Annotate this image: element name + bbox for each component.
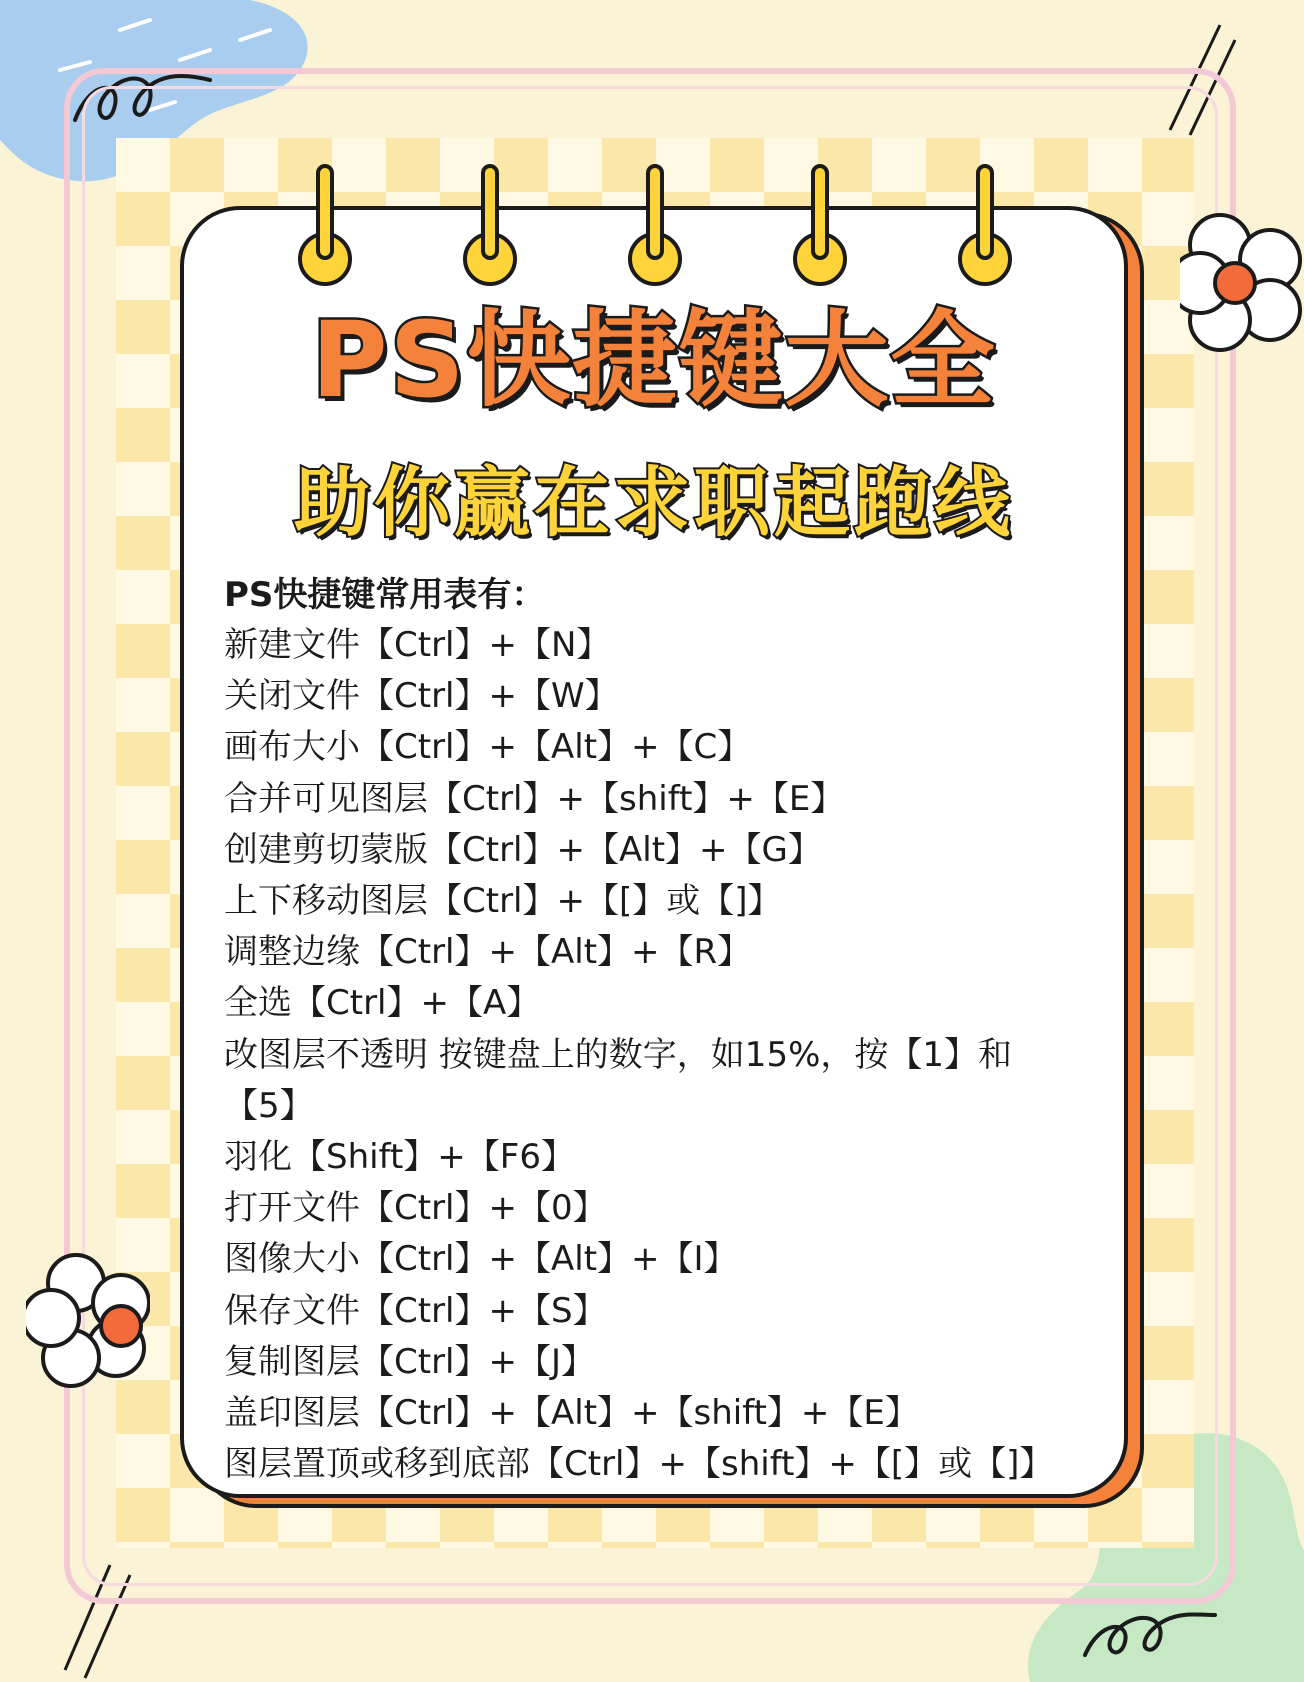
list-item: 新建文件【Ctrl】+【N】 xyxy=(224,625,611,665)
list-heading: PS快捷键常用表有： xyxy=(224,575,546,615)
list-item: 创建剪切蒙版【Ctrl】+【Alt】+【G】 xyxy=(224,829,822,870)
list-item: 全选【Ctrl】+【A】 xyxy=(224,983,541,1024)
list-item: 羽化【Shift】+【F6】 xyxy=(224,1137,575,1178)
list-item: 调整边缘【Ctrl】+【Alt】+【R】 xyxy=(224,932,752,973)
spiral-ring-icon xyxy=(966,164,1006,294)
list-item: 改图层不透明 按键盘上的数字，如15%，按【1】和 xyxy=(224,1034,1013,1075)
list-item: 保存文件【Ctrl】+【S】 xyxy=(224,1290,607,1331)
list-item: 图像大小【Ctrl】+【Alt】+【I】 xyxy=(224,1239,738,1280)
list-item: 上下移动图层【Ctrl】+【[】或【]】 xyxy=(224,881,782,922)
squiggle-icon xyxy=(1080,1600,1220,1670)
flower-icon xyxy=(26,1248,150,1388)
spiral-ring-icon xyxy=(306,164,346,294)
list-item: 盖印图层【Ctrl】+【Alt】+【shift】+【E】 xyxy=(224,1393,919,1434)
list-item: 关闭文件【Ctrl】+【W】 xyxy=(224,676,619,717)
list-item: 复制图层【Ctrl】+【J】 xyxy=(224,1341,596,1382)
spiral-ring-icon xyxy=(471,164,511,294)
shortcut-list xyxy=(224,570,1104,1490)
list-item: 图层置顶或移到底部【Ctrl】+【shift】+【[】或【]】 xyxy=(224,1444,1054,1485)
list-item: 合并可见图层【Ctrl】+【shift】+【E】 xyxy=(224,778,845,819)
spiral-ring-icon xyxy=(801,164,841,294)
list-item: 【5】 xyxy=(224,1085,314,1126)
page-title: PS快捷键大全 xyxy=(311,299,997,421)
list-item: 画布大小【Ctrl】+【Alt】+【C】 xyxy=(224,727,752,768)
list-item: 打开文件【Ctrl】+【0】 xyxy=(224,1188,607,1229)
spiral-ring-icon xyxy=(636,164,676,294)
page-subtitle: 助你赢在求职起跑线 xyxy=(294,458,1014,547)
flower-icon xyxy=(1180,205,1304,355)
